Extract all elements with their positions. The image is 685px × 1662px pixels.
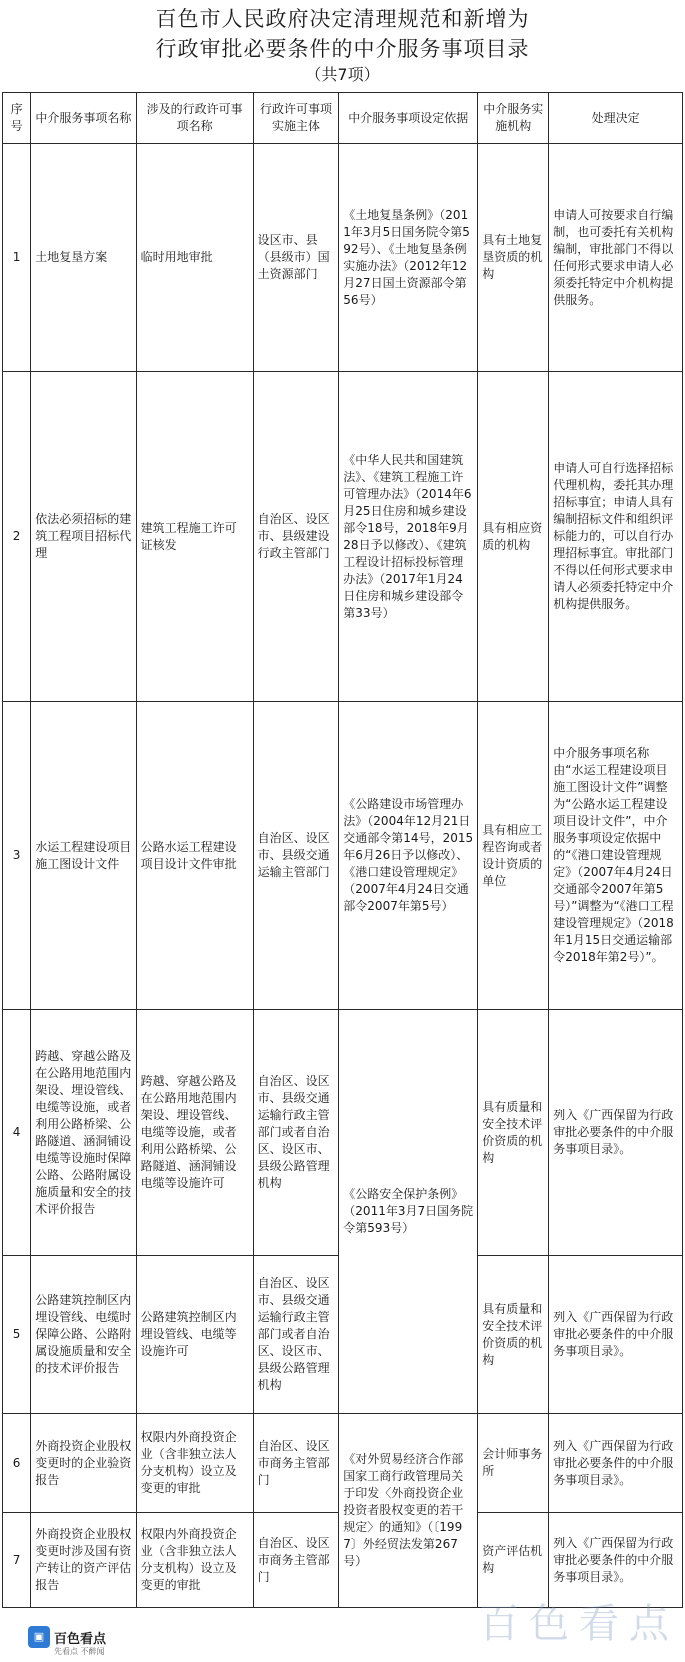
watermark-logo: 百色看点 [479, 1601, 679, 1647]
logo-name: 百色看点 [54, 1632, 107, 1647]
row-no: 4 [3, 1010, 31, 1256]
header-decision: 处理决定 [549, 93, 683, 144]
decision: 申请人可按要求自行编制，也可委托有关机构编制，审批部门不得以任何形式要求申请人必须委托特定中介机构提供服务。 [549, 144, 683, 372]
basis: 《公路安全保护条例》（2011年3月7日国务院令第593号） [339, 1010, 478, 1414]
subject: 自治区、设区市、县级交通运输行政主管部门或者自治区、设区市、县级公路管理机构 [253, 1010, 339, 1256]
header-agency: 中介服务实施机构 [478, 93, 549, 144]
table-header-row [3, 93, 683, 144]
permit-name: 建筑工程施工许可证核发 [136, 372, 253, 702]
agency: 会计师事务所 [478, 1414, 549, 1513]
subject: 自治区、设区市商务主管部门 [253, 1414, 339, 1513]
table-row [3, 144, 683, 372]
agency: 资产评估机构 [478, 1513, 549, 1608]
decision: 中介服务事项名称由“水运工程建设项目施工图设计文件”调整为“公路水运工程建设项目设计文件”，中介服务事项设定依据中的“《港口建设管理规定》（2007年4月24日交通部令2007年第5号）”调整为“《港口工程建设管理规定》（2018年1月15日交通运输部令2018年第2号）”。 [549, 702, 683, 1010]
row-no: 3 [3, 702, 31, 1010]
basis: 《对外贸易经济合作部 国家工商行政管理局关于印发〈外商投资企业投资者股权变更的若干规定〉的通知》（〔1997〕外经贸法发第267号） [339, 1414, 478, 1608]
item-count: （共7项） [305, 65, 380, 84]
site-logo [28, 1626, 124, 1660]
agency: 具有质量和安全技术评价资质的机构 [478, 1010, 549, 1256]
logo-icon: ▣ [28, 1626, 50, 1648]
agency: 具有土地复垦资质的机构 [478, 144, 549, 372]
header-basis: 中介服务事项设定依据 [339, 93, 478, 144]
header-service-name: 中介服务事项名称 [31, 93, 136, 144]
subject: 自治区、设区市商务主管部门 [253, 1513, 339, 1608]
service-name: 外商投资企业股权变更时的企业验资报告 [31, 1414, 136, 1513]
agency: 具有质量和安全技术评价资质的机构 [478, 1256, 549, 1414]
row-no: 6 [3, 1414, 31, 1513]
header-no: 序号 [3, 93, 31, 144]
service-name: 外商投资企业股权变更时涉及国有资产转让的资产评估报告 [31, 1513, 136, 1608]
table-row [3, 1414, 683, 1513]
title-line-2: 行政审批必要条件的中介服务事项目录 [155, 37, 530, 61]
service-name: 水运工程建设项目施工图设计文件 [31, 702, 136, 1010]
subject: 自治区、设区市、县级交通运输主管部门 [253, 702, 339, 1010]
table-row [3, 702, 683, 1010]
service-name: 跨越、穿越公路及在公路用地范围内架设、埋设管线、电缆等设施，或者利用公路桥梁、公路隧道、涵洞铺设电缆等设施时保障公路、公路附属设施质量和安全的技术评价报告 [31, 1010, 136, 1256]
subject: 自治区、设区市、县级交通运输行政主管部门或者自治区、设区市、县级公路管理机构 [253, 1256, 339, 1414]
permit-name: 临时用地审批 [136, 144, 253, 372]
intermediary-services-table [2, 92, 683, 1608]
row-no: 7 [3, 1513, 31, 1608]
decision: 申请人可自行选择招标代理机构，委托其办理招标事宜；申请人具有编制招标文件和组织评标能力的，可以自行办理招标事宜。审批部门不得以任何形式要求申请人必须委托特定中介机构提供服务。 [549, 372, 683, 702]
basis: 《公路建设市场管理办法》（2004年12月21日交通部令第14号，2015年6月26日予以修改）、《港口建设管理规定》（2007年4月24日交通部令2007年第5号） [339, 702, 478, 1010]
header-permit-name: 涉及的行政许可事项名称 [136, 93, 253, 144]
title-line-1: 百色市人民政府决定清理规范和新增为 [155, 7, 530, 31]
permit-name: 公路建筑控制区内埋设管线、电缆等设施许可 [136, 1256, 253, 1414]
row-no: 2 [3, 372, 31, 702]
document-header [0, 0, 685, 92]
agency: 具有相应资质的机构 [478, 372, 549, 702]
subject: 自治区、设区市、县级建设行政主管部门 [253, 372, 339, 702]
decision: 列入《广西保留为行政审批必要条件的中介服务事项目录》。 [549, 1010, 683, 1256]
row-no: 1 [3, 144, 31, 372]
permit-name: 权限内外商投资企业（含非独立法人分支机构）设立及变更的审批 [136, 1513, 253, 1608]
permit-name: 公路水运工程建设项目设计文件审批 [136, 702, 253, 1010]
service-name: 公路建筑控制区内埋设管线、电缆时保障公路、公路附属设施质量和安全的技术评价报告 [31, 1256, 136, 1414]
decision: 列入《广西保留为行政审批必要条件的中介服务事项目录》。 [549, 1414, 683, 1513]
table-row [3, 372, 683, 702]
decision: 列入《广西保留为行政审批必要条件的中介服务事项目录》。 [549, 1256, 683, 1414]
permit-name: 跨越、穿越公路及在公路用地范围内架设、埋设管线、电缆等设施，或者利用公路桥梁、公路隧道、涵洞铺设电缆等设施许可 [136, 1010, 253, 1256]
decision: 列入《广西保留为行政审批必要条件的中介服务事项目录》。 [549, 1513, 683, 1608]
basis: 《中华人民共和国建筑法》、《建筑工程施工许可管理办法》（2014年6月25日住房和城乡建设部令18号，2018年9月28日予以修改）、《建筑工程设计招标投标管理办法》（2017年1月24日住房和城乡建设部令第33号） [339, 372, 478, 702]
basis: 《土地复垦条例》（2011年3月5日国务院令第592号）、《土地复垦条例实施办法》（2012年12月27日国土资源部令第56号） [339, 144, 478, 372]
agency: 具有相应工程咨询或者设计资质的单位 [478, 702, 549, 1010]
document-title [0, 0, 685, 64]
subject: 设区市、县（县级市）国土资源部门 [253, 144, 339, 372]
row-no: 5 [3, 1256, 31, 1414]
permit-name: 权限内外商投资企业（含非独立法人分支机构）设立及变更的审批 [136, 1414, 253, 1513]
service-name: 依法必须招标的建筑工程项目招标代理 [31, 372, 136, 702]
logo-slogan: 先看点 不醉闻 [54, 1647, 105, 1656]
service-name: 土地复垦方案 [31, 144, 136, 372]
header-subject: 行政许可事项实施主体 [253, 93, 339, 144]
table-row [3, 1010, 683, 1256]
